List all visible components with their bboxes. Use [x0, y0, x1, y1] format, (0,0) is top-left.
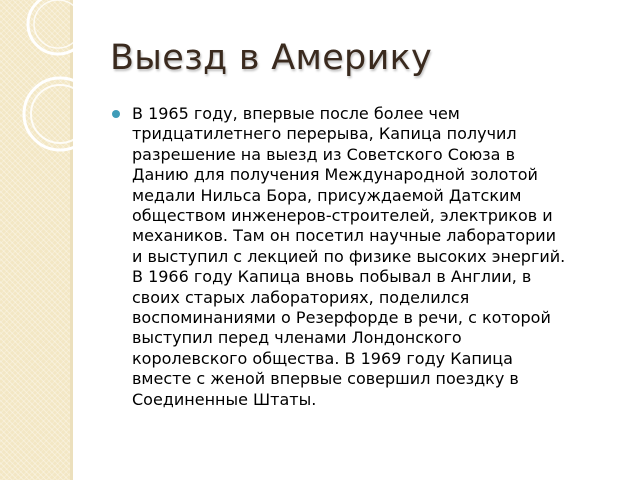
decorative-circles: [0, 0, 120, 200]
bullet-line: В 1966 году Капица вновь побывал в Англии, в: [132, 267, 532, 287]
bullet-line: медали Нильса Бора, присуждаемой Датским: [132, 185, 522, 205]
bullet-line: вместе с женой впервые совершил поездку в: [132, 369, 519, 389]
bullet-line: своих старых лабораториях, поделился: [132, 287, 470, 307]
bullet-text: [132, 104, 622, 410]
bullet-line: В 1965 году, впервые после более чем: [132, 104, 460, 123]
bullet-line: тридцатилетнего перерыва, Капица получил: [132, 124, 517, 144]
bullet-dot-icon: [112, 110, 120, 118]
bullet-item: [112, 104, 622, 410]
bullet-line: воспоминаниями о Резерфорде в речи, с которой: [132, 308, 551, 328]
bullet-line: Соединенные Штаты.: [132, 389, 317, 409]
bullet-line: Данию для получения Международной золотой: [132, 165, 538, 185]
bullet-line: королевского общества. В 1969 году Капица: [132, 348, 513, 368]
bullet-line: механиков. Там он посетил научные лаборатории: [132, 226, 557, 246]
slide-title: Выезд в Америку: [110, 38, 433, 78]
slide-content: [112, 104, 622, 410]
bullet-line: разрешение на выезд из Советского Союза в: [132, 144, 515, 164]
bullet-line: выступил перед членами Лондонского: [132, 328, 462, 348]
bullet-line: обществом инженеров-строителей, электриков и: [132, 206, 553, 226]
bullet-line: и выступил с лекцией по физике высоких энергий.: [132, 246, 566, 266]
